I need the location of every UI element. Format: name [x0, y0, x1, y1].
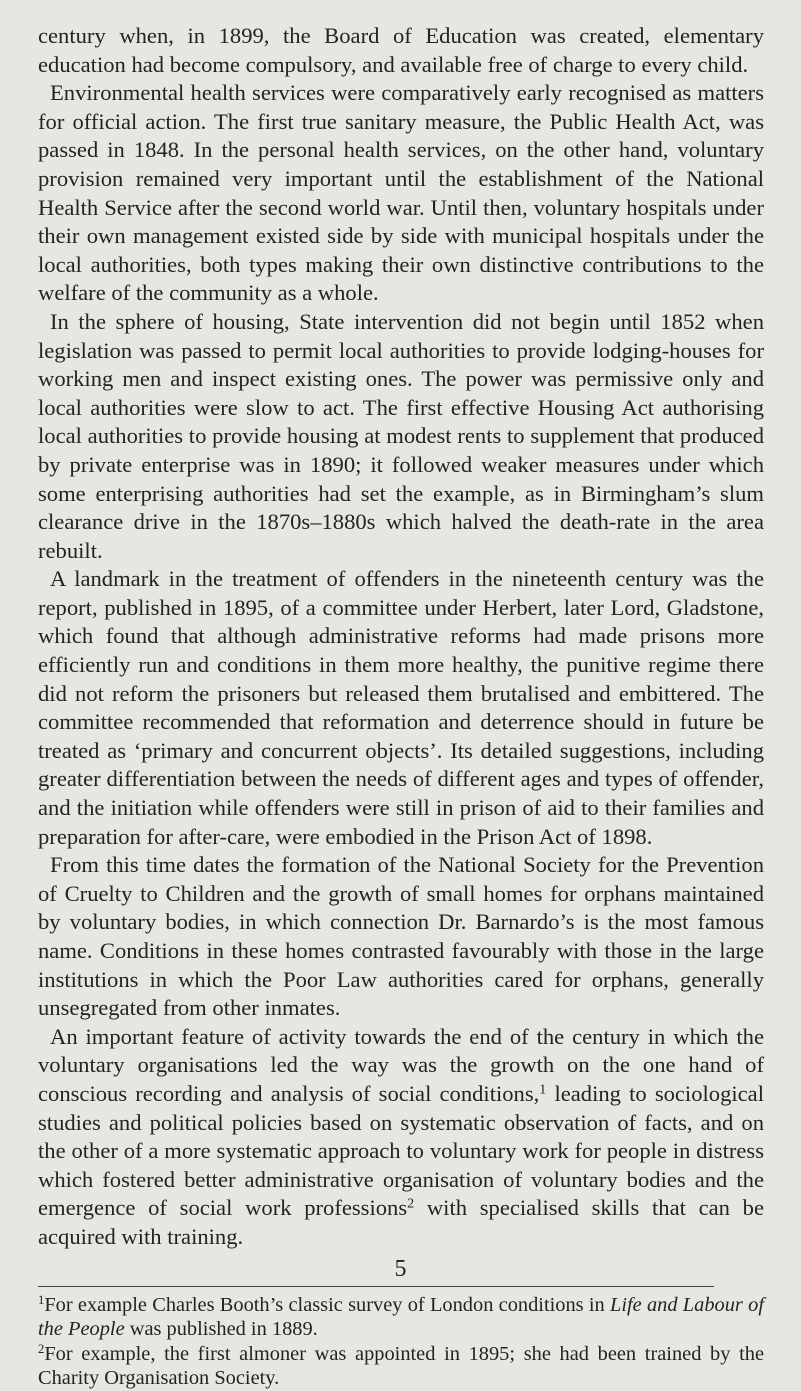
- paragraph: From this time dates the formation of the National Society for the Prevention of Cruelty to Children and the growth of small homes for orphans maintained by voluntary bodies, in which connection Dr. Barnardo’s is the most famous name. Conditions in these homes contrasted favourably with those in the large institutions in which the Poor Law authorities cared for orphans, generally unsegregated from other inmates.: [38, 852, 764, 1021]
- paragraph: century when, in 1899, the Board of Education was created, elementary education had become compulsory, and available free of charge to every child.: [38, 23, 764, 77]
- paragraph-text: An important feature of activity towards the end of the century in which the voluntary organisations led the way was the growth on the one hand of conscious recording and analysis of social conditions,: [38, 1023, 764, 1106]
- footnote-mark: 2: [38, 1341, 45, 1356]
- footnote-divider: [38, 1286, 714, 1287]
- page-body: [38, 22, 764, 1391]
- paragraph: In the sphere of housing, State intervention did not begin until 1852 when legislation was passed to permit local authorities to provide lodging-houses for working men and inspect existing ones. The power was permissive only and local authorities were slow to act. The first effective Housing Act authorising local authorities to provide housing at modest rents to supplement that produced by private enterprise was in 1890; it followed weaker measures under which some enterprising authorities had set the example, as in Birmingham’s slum clearance drive in the 1870s–1880s which halved the death-rate in the area rebuilt.: [38, 308, 764, 563]
- footnote-ref: 1: [539, 1082, 547, 1098]
- footnotes: [38, 1293, 764, 1391]
- footnote-text: was published in 1889.: [124, 1318, 318, 1341]
- paragraph-with-notes: [38, 1023, 764, 1252]
- book-title: Life and Labour of the People: [38, 1293, 764, 1341]
- paragraph: Environmental health services were comparatively early recognised as matters for official action. The first true sanitary measure, the Public Health Act, was passed in 1848. In the personal health services, on the other hand, voluntary provision remained very important until the establishment of the National Health Service after the second world war. Until then, voluntary hospitals under their own management existed side by side with municipal hospitals under the local authorities, both types making their own distinctive contributions to the welfare of the community as a whole.: [38, 80, 764, 306]
- page-number: 5: [394, 1256, 407, 1282]
- paragraph-text: with specialised skills that can be acquired with training.: [38, 1195, 764, 1249]
- footnote: [38, 1293, 764, 1342]
- footnote-text: For example, the first almoner was appointed in 1895; she had been trained by the Charity Organisation Society.: [38, 1342, 764, 1390]
- paragraph: A landmark in the treatment of offenders in the nineteenth century was the report, published in 1895, of a committee under Herbert, later Lord, Gladstone, which found that although administrative reforms had made prisons more efficiently run and conditions in them more healthy, the punitive regime there did not reform the prisoners but released them brutalised and embittered. The committee recommended that reformation and deterrence should in future be treated as ‘primary and concurrent objects’. Its detailed suggestions, including greater differentiation between the needs of different ages and types of offender, and the initiation while offenders were still in prison of aid to their families and preparation for after-care, were embodied in the Prison Act of 1898.: [38, 566, 764, 849]
- footnote-mark: 1: [38, 1292, 45, 1307]
- paragraph-text: leading to sociological studies and political policies based on systematic observation of facts, and on the other of a more systematic approach to voluntary work for people in distress which fostered better administrative organisation of voluntary bodies and the emergence of social work professions: [38, 1080, 764, 1221]
- footnote-ref: 2: [407, 1196, 415, 1212]
- footnote-text: For example Charles Booth’s classic survey of London conditions in: [44, 1293, 610, 1316]
